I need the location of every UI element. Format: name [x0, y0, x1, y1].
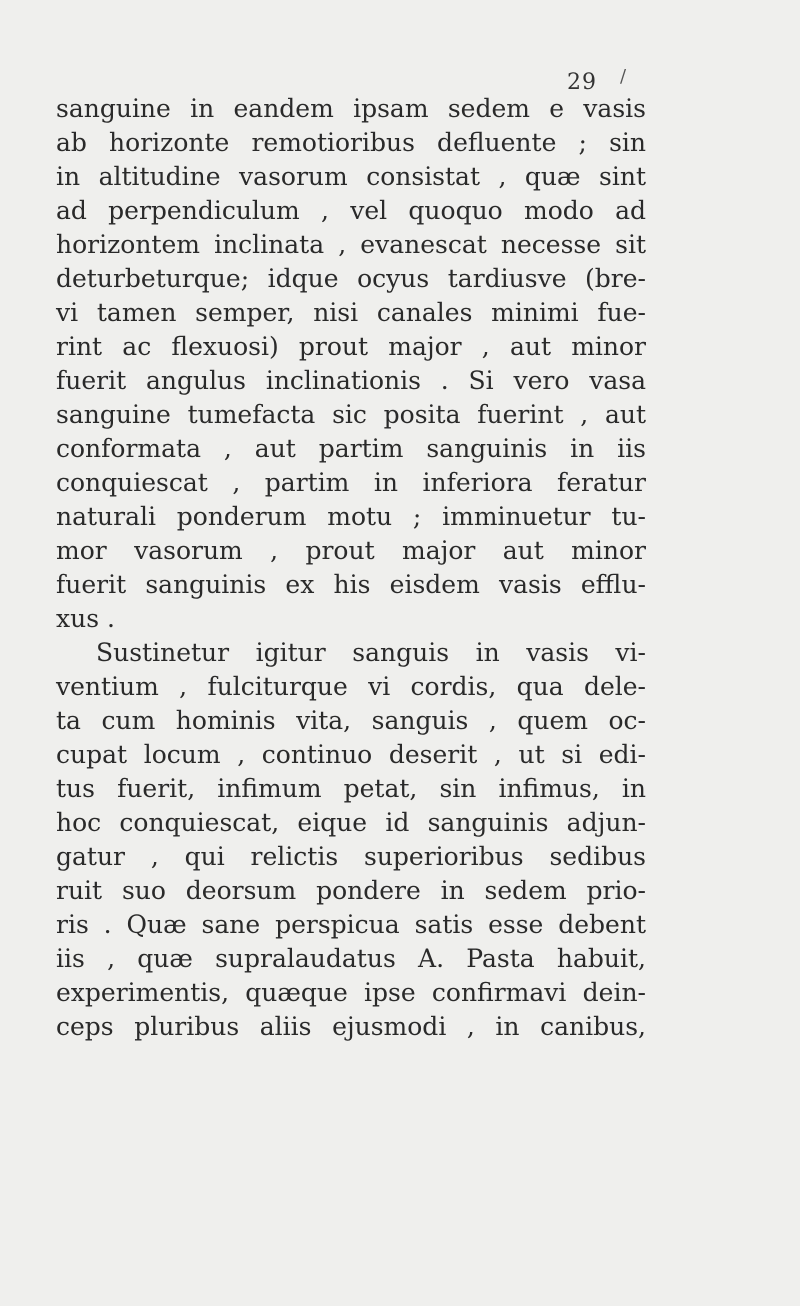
- text-line: horizontem inclinata , evanescat necesse sit: [56, 230, 646, 259]
- text-line: iis , quæ supralaudatus A. Pasta habuit,: [56, 944, 646, 973]
- text-line: mor vasorum , prout major aut minor: [56, 536, 646, 565]
- text-line: ta cum hominis vita, sanguis , quem oc-: [56, 706, 646, 735]
- text-line: tus fuerit, infimum petat, sin infimus, in: [56, 774, 646, 803]
- text-line: ventium , fulciturque vi cordis, qua dele-: [56, 672, 646, 701]
- text-line: gatur , qui relictis superioribus sedibus: [56, 842, 646, 871]
- text-line: ad perpendiculum , vel quoquo modo ad: [56, 196, 646, 225]
- text-line: xus .: [56, 604, 115, 633]
- text-line: in altitudine vasorum consistat , quæ sint: [56, 162, 646, 191]
- text-line: hoc conquiescat, eique id sanguinis adjun-: [56, 808, 646, 837]
- text-line: sanguine tumefacta sic posita fuerint , aut: [56, 400, 646, 429]
- text-line: conquiescat , partim in inferiora feratur: [56, 468, 646, 497]
- text-line: ceps pluribus aliis ejusmodi , in canibus,: [56, 1012, 646, 1041]
- text-line: sanguine in eandem ipsam sedem e vasis: [56, 94, 646, 123]
- text-line: rint ac flexuosi) prout major , aut minor: [56, 332, 646, 361]
- text-line: cupat locum , continuo deserit , ut si edi-: [56, 740, 646, 769]
- body-text: [56, 92, 646, 1044]
- text-line: naturali ponderum motu ; imminuetur tu-: [56, 502, 646, 531]
- text-line: deturbeturque; idque ocyus tardiusve (bre-: [56, 264, 646, 293]
- text-line: ab horizonte remotioribus defluente ; sin: [56, 128, 646, 157]
- text-line: fuerit angulus inclinationis . Si vero vasa: [56, 366, 646, 395]
- text-line: conformata , aut partim sanguinis in iis: [56, 434, 646, 463]
- page-mark: /: [620, 66, 627, 87]
- text-line: ruit suo deorsum pondere in sedem prio-: [56, 876, 646, 905]
- text-line: ris . Quæ sane perspicua satis esse debent: [56, 910, 646, 939]
- text-line: vi tamen semper, nisi canales minimi fue-: [56, 298, 646, 327]
- page-number: 29: [567, 70, 597, 95]
- text-line: experimentis, quæque ipse confirmavi dein-: [56, 978, 646, 1007]
- paragraph-start-line: Sustinetur igitur sanguis in vasis vi-: [96, 638, 646, 667]
- text-line: fuerit sanguinis ex his eisdem vasis efflu-: [56, 570, 646, 599]
